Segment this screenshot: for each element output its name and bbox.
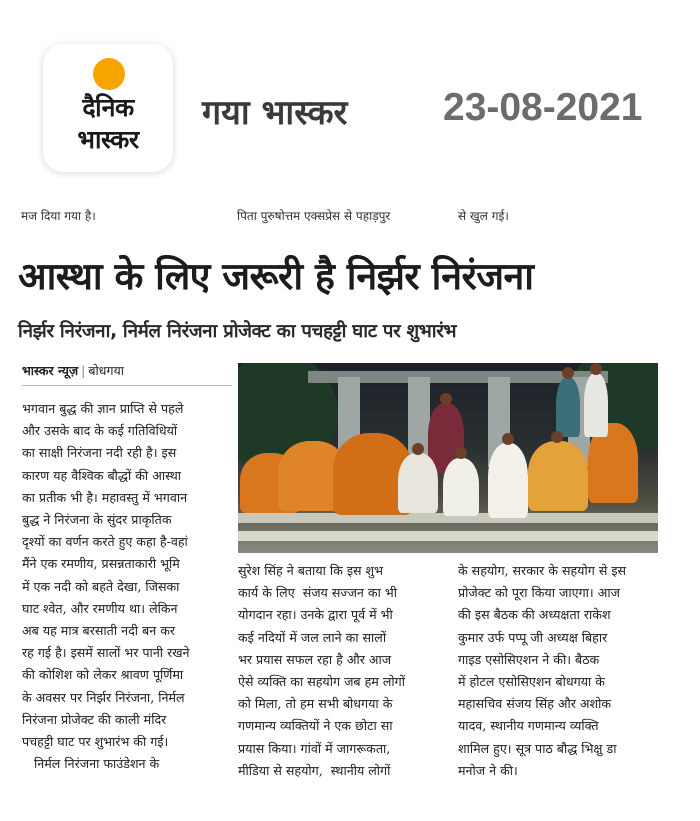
column-line: निर्मल निरंजना फाउंडेशन के <box>22 756 160 772</box>
column-line: अब यह मात्र बरसाती नदी बन कर <box>22 623 176 639</box>
dainik-bhaskar-logo[interactable] <box>43 44 173 172</box>
byline-news: भास्कर न्यूज़ <box>22 363 79 378</box>
article-headline: आस्था के लिए जरूरी है निर्झर निरंजना <box>18 254 534 298</box>
column-line: पचहट्टी घाट पर शुभारंभ की गई। <box>22 734 169 750</box>
column-line: कुमार उर्फ पप्पू जी अध्यक्ष बिहार <box>458 629 608 645</box>
column-line: दृश्यों का वर्णन करते हुए कहा है-वहां <box>22 534 188 550</box>
column-line: कार्य के लिए संजय सज्जन का भी <box>238 585 397 601</box>
column-line: बुद्ध ने निरंजना के सुंदर प्राकृतिक <box>22 512 172 528</box>
column-line: का साक्षी निरंजना नदी रही है। इस <box>22 445 177 461</box>
column-line: ऐसे व्यक्ति का सहयोग जब हम लोगों <box>238 674 405 690</box>
photo-person-head <box>412 443 424 455</box>
article-column-1 <box>22 398 230 775</box>
photo-person-head <box>455 447 467 459</box>
column-line: मैंने एक रमणीय, प्रसन्नताकारी भूमि <box>22 556 180 572</box>
article-column-2 <box>238 560 450 782</box>
column-line: में होटल एसोसिएशन बोधगया के <box>458 674 605 690</box>
photo-person-head <box>440 393 452 405</box>
byline-location: बोधगया <box>88 363 124 378</box>
column-line: में एक नदी को बहते देखा, जिसका <box>22 578 180 594</box>
byline-separator: | <box>81 363 86 378</box>
column-line: भगवान बुद्ध की ज्ञान प्राप्ति से पहले <box>22 401 184 416</box>
logo-line-2: भास्कर <box>77 125 139 154</box>
article-subheadline: निर्झर निरंजना, निर्मल निरंजना प्रोजेक्ट का पचहट्टी घाट पर शुभारंभ <box>18 321 457 342</box>
byline <box>22 362 232 386</box>
column-line: के अवसर पर निर्झर निरंजना, निर्मल <box>22 689 185 705</box>
column-line: की इस बैठक की अध्यक्षता राकेश <box>458 607 611 623</box>
column-line: के सहयोग, सरकार के सहयोग से इस <box>458 563 627 578</box>
article-photo <box>238 363 658 553</box>
photo-person-head <box>502 433 514 445</box>
column-line: मीडिया से सहयोग, स्थानीय लोगों <box>238 762 391 778</box>
column-line: निरंजना प्रोजेक्ट की काली मंदिर <box>22 711 167 727</box>
column-line: घाट श्वेत, और रमणीय था। लेकिन <box>22 600 178 616</box>
column-line: की कोशिश को लेकर श्रावण पूर्णिमा <box>22 667 184 683</box>
column-line: सुरेश सिंह ने बताया कि इस शुभ <box>238 563 383 578</box>
edition-title: गया भास्कर <box>202 93 348 133</box>
article-column-3 <box>458 560 658 782</box>
edition-date: 23-08-2021 <box>443 86 643 129</box>
photo-monk <box>528 441 588 511</box>
photo-seated-person <box>398 453 438 513</box>
column-line: गणमान्य व्यक्तियों ने एक छोटा सा <box>238 718 393 734</box>
photo-standing-person <box>556 377 580 437</box>
column-line: प्रोजेक्ट को पूरा किया जाएगा। आज <box>458 585 620 601</box>
photo-person-head <box>562 367 574 379</box>
photo-person-head <box>551 431 563 443</box>
logo-sun-icon <box>93 58 125 90</box>
column-line: गाइड एसोसिएशन ने की। बैठक <box>458 651 600 667</box>
photo-standing-person <box>584 373 608 437</box>
photo-step <box>238 531 658 541</box>
column-line: कई नदियों में जल लाने का सालों <box>238 629 387 645</box>
cut-line-fragment: पिता पुरुषोत्तम एक्सप्रेस से पहाड़पुर <box>237 209 391 223</box>
column-line: और उसके बाद के कई गतिविधियों <box>22 423 178 439</box>
cut-line-fragment: से खुल गई। <box>458 209 509 223</box>
column-line: कारण यह वैश्विक बौद्धों की आस्था <box>22 467 182 483</box>
column-line: महासचिव संजय सिंह और अशोक <box>458 696 612 712</box>
column-line: प्रयास किया। गांवों में जागरूकता, <box>238 740 391 756</box>
cut-off-previous-text <box>17 207 681 225</box>
column-line: का प्रतीक भी है। महावस्तु में भगवान <box>22 489 188 505</box>
column-line: योगदान रहा। उनके द्वारा पूर्व में भी <box>238 607 393 623</box>
column-line: रह गई है। इसमें सालों भर पानी रखने <box>22 645 190 661</box>
logo-line-1: दैनिक <box>82 93 134 122</box>
photo-seated-person <box>443 458 479 516</box>
column-line: यादव, स्थानीय गणमान्य व्यक्ति <box>458 718 599 734</box>
photo-seated-person <box>488 443 528 518</box>
column-line: भर प्रयास सफल रहा है और आज <box>238 651 392 667</box>
column-line: को मिला, तो हम सभी बोधगया के <box>238 696 393 712</box>
column-line: मनोज ने की। <box>458 762 518 778</box>
column-line: शामिल हुए। सूत्र पाठ बौद्ध भिक्षु डा <box>458 740 617 756</box>
cut-line-fragment: मज दिया गया है। <box>21 209 96 223</box>
photo-person-head <box>590 363 602 375</box>
